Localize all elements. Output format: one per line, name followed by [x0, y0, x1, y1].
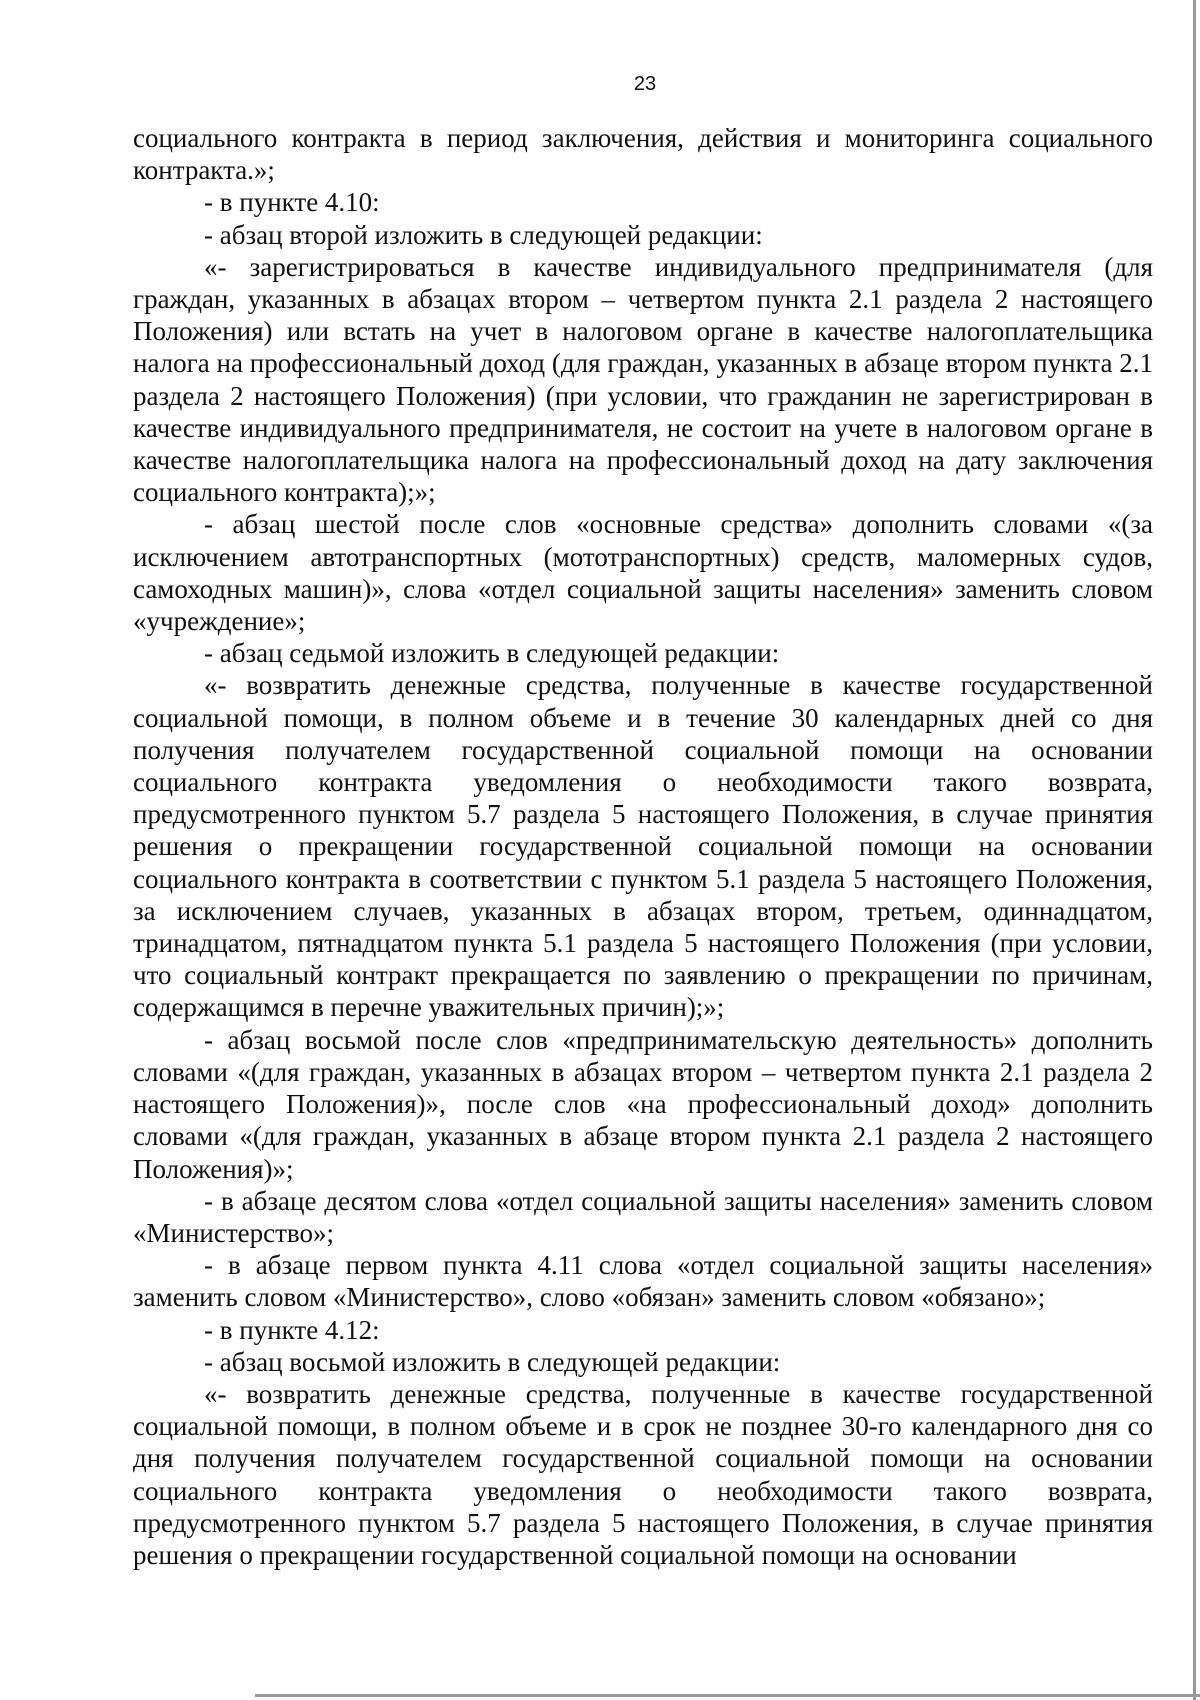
paragraph-3: - абзац второй изложить в следующей редакции: [204, 219, 763, 250]
paragraph-1: социального контракта в период заключения, действия и мониторинга социального контракта.»; [133, 123, 1153, 186]
paragraph-6: - абзац седьмой изложить в следующей редакции: [204, 638, 780, 669]
document-body [133, 122, 1153, 1571]
paragraph-10: - в абзаце первом пункта 4.11 слова «отдел социальной защиты населения» заменить словом «Министерство», слово «обязан» заменить словом «обязано»; [133, 1250, 1153, 1313]
paragraph-13: «- возвратить денежные средства, полученные в качестве государственной социальной помощи, в полном объеме и в срок не позднее 30-го календарного дня со дня получения получателем государственной социальной помощи на основании социального контракта уведомления о необходимости такого возврата, предусмотренного пунктом 5.7 раздела 5 настоящего Положения, в случае принятия решения о прекращении государственной социальной помощи на основании [133, 1378, 1153, 1570]
page-edge-right [1193, 0, 1196, 1700]
page-number: 23 [633, 73, 657, 95]
paragraph-2: - в пункте 4.10: [204, 187, 380, 218]
paragraph-5: - абзац шестой после слов «основные средства» дополнить словами «(за исключением автотранспортных (мототранспортных) средств, маломерных судов, самоходных машин)», слова «отдел социальной защиты населения» заменить словом «учреждение»; [133, 509, 1153, 637]
paragraph-11: - в пункте 4.12: [204, 1314, 380, 1345]
paragraph-4: «- зарегистрироваться в качестве индивидуального предпринимателя (для граждан, указанных в абзацах втором – четвертом пункта 2.1 раздела 2 настоящего Положения) или встать на учет в налоговом органе в качестве налогоплательщика налога на профессиональный доход (для граждан, указанных в абзаце втором пункта 2.1 раздела 2 настоящего Положения) (при условии, что гражданин не зарегистрирован в качестве индивидуального предпринимателя, не состоит на учете в налоговом органе в качестве налогоплательщика налога на профессиональный доход на дату заключения социального контракта);»; [133, 251, 1153, 508]
paragraph-7: «- возвратить денежные средства, полученные в качестве государственной социальной помощи, в полном объеме и в течение 30 календарных дней со дня получения получателем государственной социальной помощи на основании социального контракта уведомления о необходимости такого возврата, предусмотренного пунктом 5.7 раздела 5 настоящего Положения, в случае принятия решения о прекращении государственной социальной помощи на основании социального контракта в соответствии с пунктом 5.1 раздела 5 настоящего Положения, за исключением случаев, указанных в абзацах втором, третьем, одиннадцатом, тринадцатом, пятнадцатом пункта 5.1 раздела 5 настоящего Положения (при условии, что социальный контракт прекращается по заявлению о прекращении по причинам, содержащимся в перечне уважительных причин);»; [133, 670, 1153, 1023]
paragraph-12: - абзац восьмой изложить в следующей редакции: [204, 1346, 781, 1377]
page-edge-bottom [255, 1694, 1200, 1697]
paragraph-9: - в абзаце десятом слова «отдел социальной защиты населения» заменить словом «Министерство»; [133, 1185, 1153, 1248]
paragraph-8: - абзац восьмой после слов «предпринимательскую деятельность» дополнить словами «(для граждан, указанных в абзацах втором – четвертом пункта 2.1 раздела 2 настоящего Положения)», после слов «на профессиональный доход» дополнить словами «(для граждан, указанных в абзаце втором пункта 2.1 раздела 2 настоящего Положения)»; [133, 1024, 1153, 1184]
